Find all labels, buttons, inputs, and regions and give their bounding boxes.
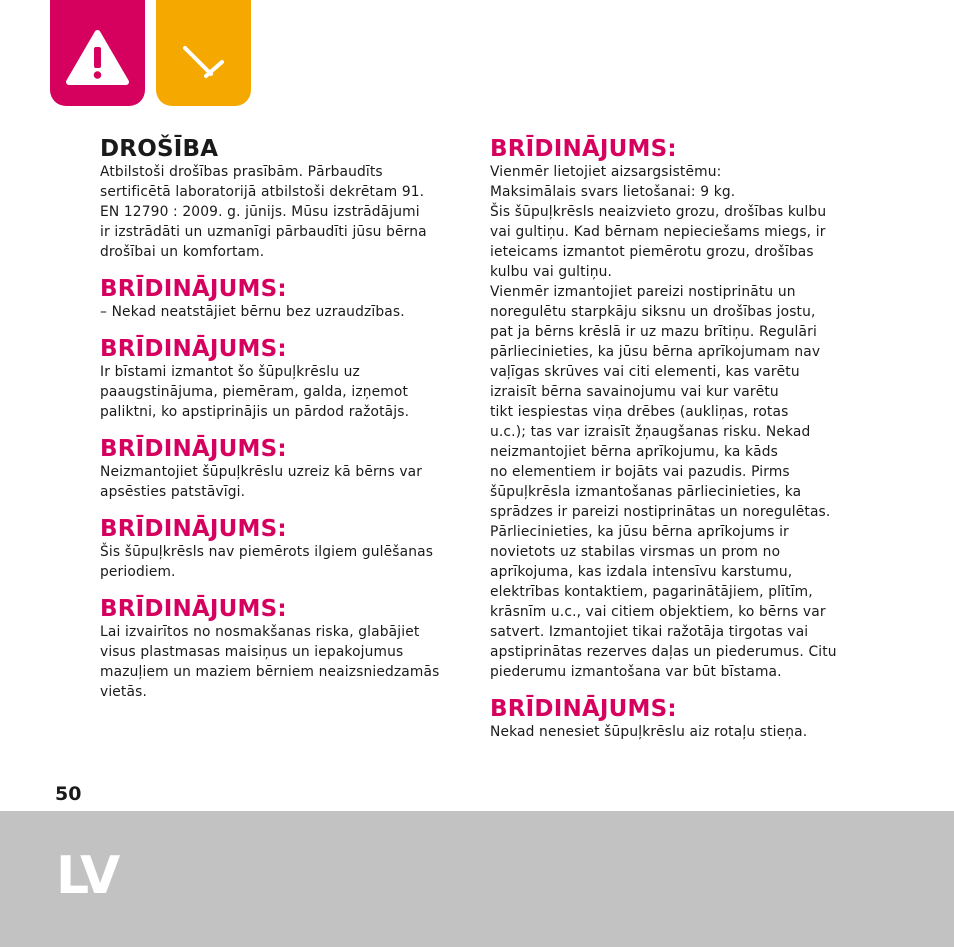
left-column: [100, 136, 450, 716]
warning-heading: BRĪDINĀJUMS:: [100, 436, 287, 462]
warning-tab: [50, 0, 145, 106]
warning-block: [100, 516, 450, 582]
warning-triangle-icon: [50, 0, 145, 106]
hammer-tool-icon: [156, 0, 251, 106]
warning-heading: BRĪDINĀJUMS:: [490, 696, 677, 722]
warning-heading: BRĪDINĀJUMS:: [490, 136, 677, 162]
warning-block: [490, 136, 850, 682]
warning-block: [100, 436, 450, 502]
warning-text: – Nekad neatstājiet bērnu bez uzraudzības.: [100, 304, 405, 320]
tool-tab: [156, 0, 251, 106]
warning-text: Nekad nenesiet šūpuļkrēslu aiz rotaļu stieņa.: [490, 724, 808, 740]
warning-heading: BRĪDINĀJUMS:: [100, 336, 287, 362]
language-code: LV: [56, 846, 119, 906]
warning-heading: BRĪDINĀJUMS:: [100, 516, 287, 542]
warning-block: [100, 336, 450, 422]
warning-block: [100, 276, 450, 322]
safety-section: [100, 136, 450, 262]
warning-text: Ir bīstami izmantot šo šūpuļkrēslu uz paaugstinājuma, piemēram, galda, izņemot paliktni, ko apstiprinājis un pārdod ražotājs.: [100, 364, 410, 420]
warning-text: Neizmantojiet šūpuļkrēslu uzreiz kā bērns var apsēsties patstāvīgi.: [100, 464, 423, 500]
warning-text: Šis šūpuļkrēsls nav piemērots ilgiem gulēšanas periodiem.: [100, 544, 434, 580]
footer-band: [0, 811, 954, 947]
safety-title: DROŠĪBA: [100, 136, 219, 162]
warning-heading: BRĪDINĀJUMS:: [100, 596, 287, 622]
page-number: 50: [55, 783, 82, 805]
warning-block: [490, 696, 850, 742]
warning-block: [100, 596, 450, 702]
warning-text: Vienmēr lietojiet aizsargsistēmu: Maksimālais svars lietošanai: 9 kg. Šis šūpuļkrēsls neaizvieto grozu, drošības kulbu vai gultiņu. Kad bērnam nepieciešams miegs, ir ieteicams izmantot piemērotu grozu, drošības kulbu vai gultiņu. Vienmēr izmantojiet pareizi nostiprinātu un noregulētu starpkāju siksnu un drošības jostu, pat ja bērns krēslā ir uz mazu brītiņu. Regulāri pārliecinieties, ka jūsu bērna aprīkojumam nav vaļīgas skrūves vai citi elementi, kas varētu izraisīt bērna savainojumu vai kur varētu tikt iespiestas viņa drēbes (aukliņas, rotas u.c.); tas var izraisīt žņaugšanas risku. Nekad neizmantojiet bērna aprīkojumu, ka kāds no elementiem ir bojāts vai pazudis. Pirms šūpuļkrēsla izmantošanas pārliecinieties, ka sprādzes ir pareizi nostiprinātas un noregulētas. Pārliecinieties, ka jūsu bērna aprīkojums ir novietots uz stabilas virsmas un prom no aprīkojuma, kas izdala intensīvu karstumu, elektrības kontaktiem, pagarinātājiem, plītīm, krāsnīm u.c., vai citiem objektiem, ko bērns var satvert. Izmantojiet tikai ražotāja tirgotas vai apstiprinātas rezerves daļas un piederumus. Citu piederumu izmantošana var būt bīstama.: [490, 164, 837, 680]
warning-heading: BRĪDINĀJUMS:: [100, 276, 287, 302]
right-column: [490, 136, 850, 756]
warning-text: Lai izvairītos no nosmakšanas riska, glabājiet visus plastmasas maisiņus un iepakojumus mazuļiem un maziem bērniem neaizsniedzamās vietās.: [100, 624, 440, 700]
safety-intro: Atbilstoši drošības prasībām. Pārbaudīts sertificētā laboratorijā atbilstoši dekrētam 91. EN 12790 : 2009. g. jūnijs. Mūsu izstrādājumi ir izstrādāti un uzmanīgi pārbaudīti jūsu bērna drošībai un komfortam.: [100, 164, 427, 260]
